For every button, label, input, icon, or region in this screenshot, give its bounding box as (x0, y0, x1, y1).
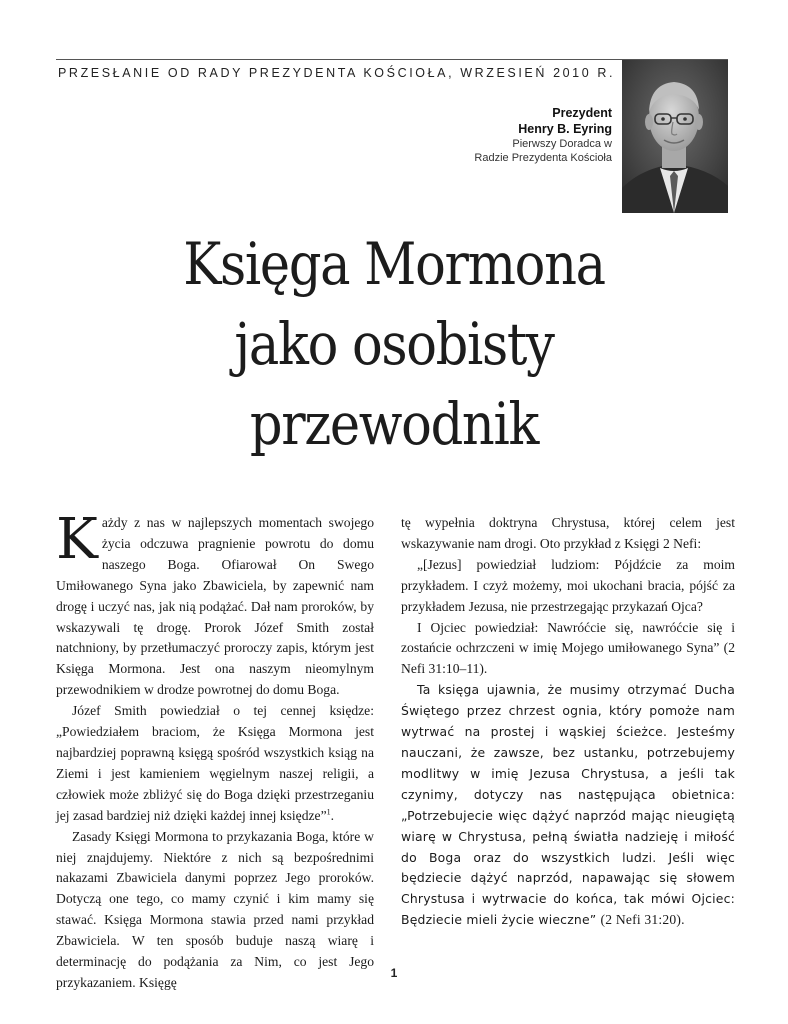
author-byline (474, 105, 612, 165)
paragraph-principles: Zasady Księgi Mormona to przykazania Boga, które w niej znajdujemy. Niektóre z nich są bezpośrednimi nakazami Zbawiciela danymi poprzez Jego proroków. Dotyczą one tego, co mamy czynić i kim mamy się stawać. Księga Mormona stawia przed nami przykład Zbawiciela. W ten sposób buduje naszą wiarę i determinację do podążania za Nim, co jest Jego przykazaniem. Księgę (56, 828, 374, 990)
paragraph-holy-ghost (401, 680, 735, 931)
author-name: Henry B. Eyring (518, 122, 612, 136)
paragraph-intro (56, 507, 374, 701)
left-column (56, 507, 374, 994)
title-line-2: jako osobisty (234, 310, 554, 378)
paragraph-holy-ghost-text: Ta księga ujawnia, że musimy otrzymać Ducha Świętego przez chrzest ognia, który pomoże nam wytrwać na prostej i wąskiej ścieżce. Jesteśmy nauczani, że zawsze, bez ustanku, potrzebujemy modlitwy w imię Jezusa Chrystusa, a jeśli tak czynimy, dotyczy nas następująca obietnica: „Potrzebujecie więc dążyć naprzód mając nieugiętą wiarę w Chrystusa, pełną światła nadzieję i miłość do Boga oraz do wszystkich ludzi. Jeśli więc będziecie dążyć naprzód, napawając się słowem Chrystusa i wytrwacie do końca, tak mówi Ojciec: Będziecie mieli życie wieczne” (401, 682, 735, 928)
author-role: Prezydent (552, 106, 612, 120)
author-portrait (622, 60, 728, 213)
message-header: PRZESŁANIE OD RADY PREZYDENTA KOŚCIOŁA, WRZESIEŃ 2010 R. (58, 66, 616, 80)
paragraph-joseph-smith-end: . (330, 807, 335, 823)
right-column (401, 513, 735, 931)
footnote-marker: 1 (326, 807, 331, 817)
page-number: 1 (390, 966, 398, 980)
author-title-line1: Pierwszy Doradca w (512, 138, 612, 150)
author-title-line2: Radzie Prezydenta Kościoła (474, 152, 612, 164)
drop-cap: K (56, 507, 98, 572)
scripture-quote-2: I Ojciec powiedział: Nawróćcie się, nawróćcie się i zostańcie ochrzczeni w imię Mojego umiłowanego Syna” (2 Nefi 31:10–11). (401, 619, 735, 677)
title-line-1: Księga Mormona (183, 230, 605, 298)
paragraph-intro-text: ażdy z nas w najlepszych momentach swojego życia odczuwa pragnienie powrotu do domu naszego Boga. Ofiarował On Swego Umiłowanego Syna jako Zbawiciela, by zapewnić nam drogę i uczyć nas, jak nią podążać. Dał nam proroków, by wskazywali tę drogę. Prorok Józef Smith został natchniony, by przetłumaczyć proroczy zapis, którym jest Księga Mormona. Jest ona naszym nieomylnym przewodnikiem w drodze powrotnej do domu Boga. (56, 515, 374, 698)
paragraph-joseph-smith (56, 701, 374, 826)
paragraph-joseph-smith-text: Józef Smith powiedział o tej cennej księdze: „Powiedziałem braciom, że Księga Mormona jest najbardziej poprawną księgą spośród wszystkich ksiąg na Ziemi i jest kamieniem węgielnym naszej religii, a człowiek może zbliżyć się do Boga dzięki przestrzeganiu jej zasad bardziej niż dzięki każdej innej księdze” (56, 703, 374, 823)
scripture-reference: (2 Nefi 31:20). (600, 912, 685, 928)
title-line-3: przewodnik (249, 390, 539, 458)
article-title (47, 224, 740, 464)
paragraph-doctrine: tę wypełnia doktryna Chrystusa, której celem jest wskazywanie nam drogi. Oto przykład z Księgi 2 Nefi: (401, 515, 735, 551)
scripture-quote-1: „[Jezus] powiedział ludziom: Pójdźcie za moim przykładem. I czyż możemy, moi ukochani bracia, pójść za przykładem Jezusa, nie przestrzegając przykazań Ojca? (401, 556, 735, 614)
